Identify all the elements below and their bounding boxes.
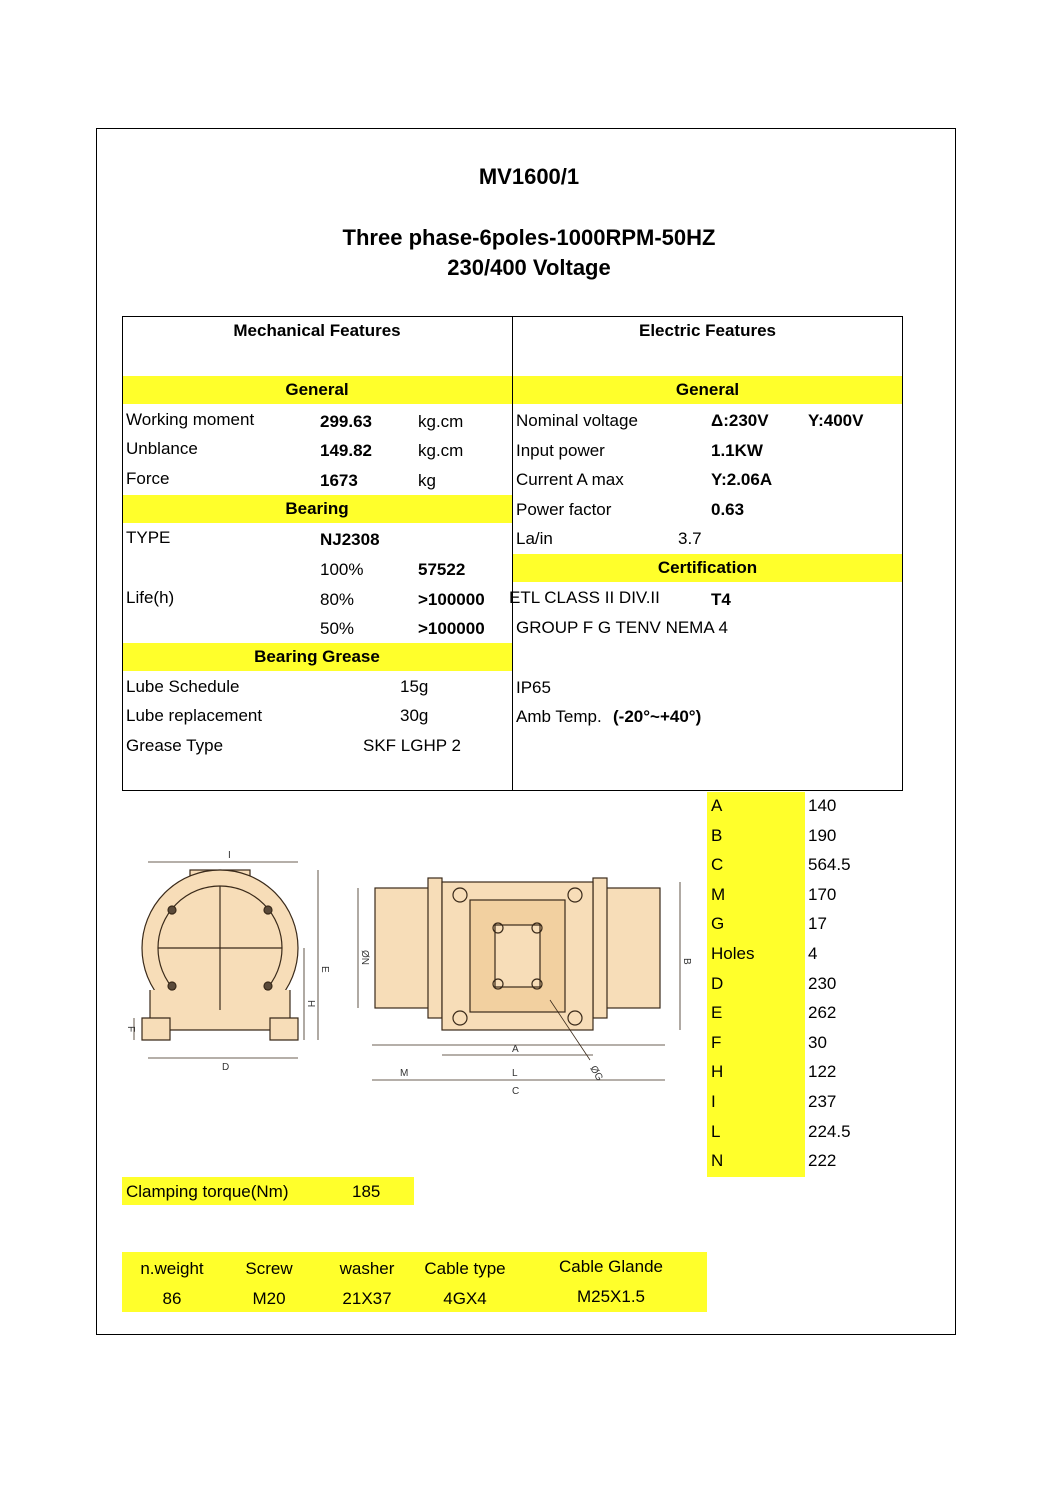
front-view-drawing (134, 862, 318, 1058)
nominal-voltage-delta: Δ:230V (711, 411, 769, 430)
la-in-label: La/in (516, 529, 553, 548)
motor-subtitle: Three phase-6poles-1000RPM-50HZ (342, 225, 716, 250)
bearing-type-value: NJ2308 (320, 530, 380, 549)
grease-type-value: SKF LGHP 2 (363, 736, 461, 755)
dim-label-n: ØN (359, 950, 370, 965)
nominal-voltage-star: Y:400V (808, 411, 864, 430)
bottom-table-value: 86 (162, 1289, 182, 1308)
motor-drawing (120, 840, 690, 1110)
group-text: GROUP F G TENV NEMA 4 (516, 618, 728, 637)
input-power-value: 1.1KW (711, 441, 763, 460)
dimension-key: M (711, 884, 726, 904)
current-label: Current A max (516, 470, 624, 489)
dimension-key: A (711, 796, 723, 815)
force-label: Force (126, 469, 170, 488)
bottom-table-header: n.weight (140, 1259, 204, 1278)
dimension-value: 262 (808, 1003, 837, 1023)
etl-label: ETL CLASS II DIV.II (509, 588, 660, 607)
mech-general-label: General (285, 380, 349, 399)
life-value-50: >100000 (418, 619, 485, 638)
life-pct-100: 100% (320, 560, 364, 579)
dim-label-e: E (319, 966, 330, 973)
input-power-label: Input power (516, 441, 605, 460)
dim-label-l: L (512, 1068, 518, 1079)
grease-type-label: Grease Type (126, 736, 224, 755)
dimension-key: C (711, 855, 724, 875)
dimension-key: D (711, 973, 724, 993)
dimension-value: 190 (808, 825, 837, 845)
dimension-value: 140 (808, 796, 837, 815)
dimension-value: 564.5 (808, 855, 851, 875)
etl-value: T4 (711, 590, 731, 609)
dimension-key: G (711, 914, 725, 934)
dim-label-m: M (400, 1068, 409, 1079)
dim-label-c: C (512, 1086, 520, 1097)
dimension-key: H (711, 1062, 724, 1082)
dim-label-i: I (228, 850, 231, 861)
dim-label-a: A (512, 1044, 519, 1055)
clamping-value: 185 (352, 1182, 381, 1201)
power-factor-value: 0.63 (711, 500, 745, 519)
nominal-voltage-label: Nominal voltage (516, 411, 638, 430)
working-moment-label: Working moment (126, 410, 255, 429)
force-unit: kg (418, 471, 436, 490)
dimension-key: N (711, 1151, 724, 1171)
dimension-value: 230 (808, 973, 837, 993)
dimension-key: E (711, 1003, 723, 1023)
unbalance-label: Unblance (126, 439, 198, 458)
bearing-type-label: TYPE (126, 528, 171, 547)
bearing-label: Bearing (285, 499, 349, 518)
life-label: Life(h) (126, 588, 175, 607)
bottom-table-header: Screw (245, 1259, 293, 1278)
power-factor-label: Power factor (516, 500, 612, 519)
bottom-table-value: 21X37 (342, 1289, 392, 1308)
unbalance-unit: kg.cm (418, 441, 464, 460)
dim-label-d: D (222, 1062, 230, 1073)
life-pct-50: 50% (320, 619, 355, 638)
dimension-value: 17 (808, 914, 827, 934)
dimension-value: 222 (808, 1151, 837, 1171)
elec-general-label: General (675, 380, 740, 399)
dimension-value: 30 (808, 1032, 827, 1052)
life-value-100: 57522 (418, 560, 466, 579)
dimension-key: B (711, 825, 723, 845)
dimension-key: L (711, 1121, 721, 1141)
lube-replacement-label: Lube replacement (126, 706, 263, 725)
dim-label-g: ØG (587, 1064, 605, 1083)
dim-label-h: H (305, 1000, 316, 1008)
current-value: Y:2.06A (711, 470, 773, 489)
dimension-key: Holes (711, 944, 755, 963)
lube-replacement-value: 30g (400, 706, 429, 725)
bottom-table-value: M20 (252, 1289, 286, 1308)
working-moment-value: 299.63 (320, 412, 372, 431)
mech-title: Mechanical Features (233, 321, 401, 340)
unbalance-value: 149.82 (320, 441, 372, 460)
bottom-table-header: Cable Glande (559, 1257, 663, 1276)
side-view-drawing (358, 878, 680, 1080)
life-value-80: >100000 (418, 590, 485, 609)
grease-label: Bearing Grease (254, 647, 380, 666)
dimension-value: 4 (808, 944, 818, 963)
bottom-table-value: M25X1.5 (576, 1287, 646, 1306)
bottom-table-header: washer (339, 1259, 395, 1278)
dimension-value: 224.5 (808, 1121, 851, 1141)
life-pct-80: 80% (320, 590, 355, 609)
bottom-table-value: 4GX4 (443, 1289, 487, 1308)
clamping-label: Clamping torque(Nm) (126, 1182, 289, 1201)
dim-label-f: F (125, 1026, 136, 1033)
lube-schedule-label: Lube Schedule (126, 677, 240, 696)
elec-title: Electric Features (638, 321, 776, 340)
model-title: MV1600/1 (478, 164, 580, 189)
dimension-value: 170 (808, 884, 837, 904)
voltage-subtitle: 230/400 Voltage (447, 255, 611, 280)
dim-label-b: B (681, 958, 692, 965)
dimension-key: I (711, 1092, 716, 1111)
dimension-value: 122 (808, 1062, 837, 1082)
la-in-value: 3.7 (678, 529, 702, 548)
lube-schedule-value: 15g (400, 677, 429, 696)
amb-temp-label: Amb Temp. (516, 707, 602, 726)
working-moment-unit: kg.cm (418, 412, 464, 431)
force-value: 1673 (320, 471, 358, 490)
ip-text: IP65 (516, 678, 551, 697)
amb-temp-value: (-20°~+40°) (613, 707, 702, 726)
dimension-value: 237 (808, 1092, 837, 1111)
bottom-table-header: Cable type (424, 1259, 506, 1278)
dimension-key: F (711, 1032, 722, 1052)
certification-label: Certification (657, 558, 758, 577)
